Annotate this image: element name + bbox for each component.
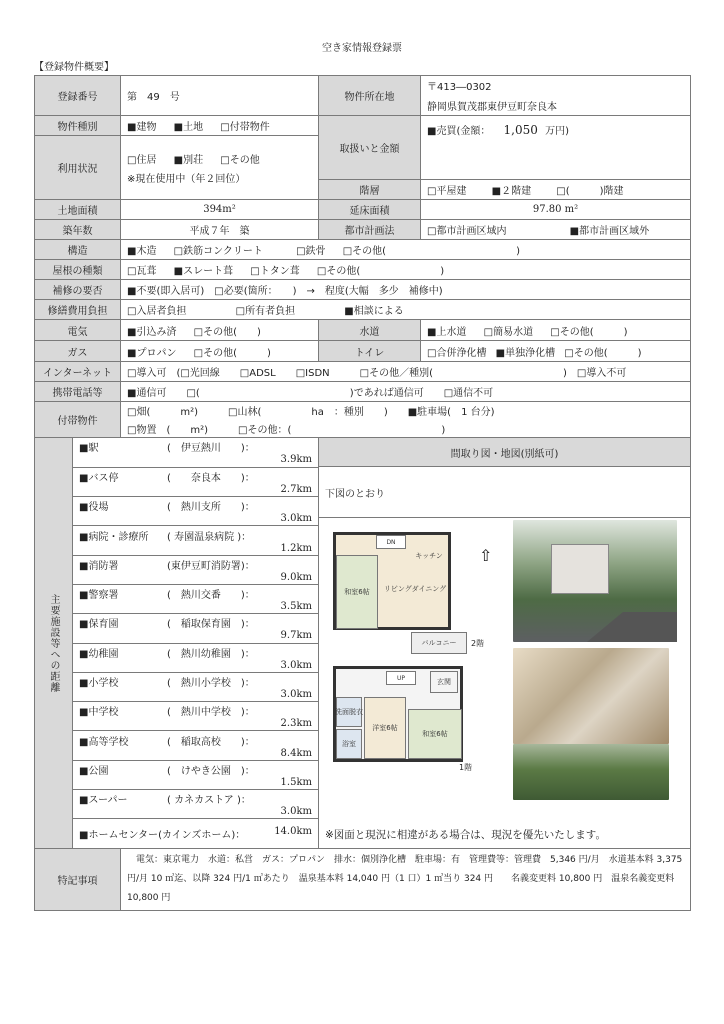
usage-value bbox=[121, 136, 319, 200]
floor2-japanese-room: 和室6帖 bbox=[336, 555, 378, 629]
option-simple-water: □簡易水道 bbox=[483, 326, 534, 338]
roof-value bbox=[121, 260, 691, 280]
facility-row bbox=[73, 555, 318, 584]
facility-distance: 9.0km bbox=[280, 571, 312, 583]
facility-place: ( 伊豆熱川 )： bbox=[167, 443, 255, 455]
attached-line-1: □畑( m²) □山林( ha ：種別 ) ■駐車場( 1 台分) bbox=[127, 407, 495, 418]
floorplan-area bbox=[319, 518, 690, 846]
facility-distance: 3.0km bbox=[280, 689, 312, 701]
attached-label: 付帯物件 bbox=[35, 402, 121, 438]
facility-name: ■バス停 bbox=[79, 472, 119, 484]
facility-name: ■警察署 bbox=[79, 590, 119, 602]
facility-distance: 2.7km bbox=[280, 483, 312, 495]
floor-area-value: 97.80 m² bbox=[421, 200, 691, 220]
option-gas-other: □その他( ) bbox=[193, 347, 271, 359]
option-single-story: □平屋建 bbox=[427, 186, 467, 197]
facilities-label: 主要施設等への距離 bbox=[48, 593, 59, 693]
facility-distance: 3.0km bbox=[280, 659, 312, 671]
facility-row bbox=[73, 702, 318, 731]
option-water-other: □その他( ) bbox=[550, 326, 628, 338]
option-toilet-other: □その他( ) bbox=[564, 347, 642, 359]
special-notes-label: 特記事項 bbox=[35, 849, 121, 911]
toilet-value bbox=[421, 341, 691, 362]
special-notes-text: 電気：東京電力 水道：私営 ガス：プロパン 排水：個別浄化槽 駐車場：有 管理費等：管理費 5,346 円/月 水道基本料 3,375 円/月 10 ㎥迄、以降 324 円/1 ㎥あたり 温泉基本料 14,040 円（1 口）1 ㎥当り 324 円 名義変更料 10,800 円 温泉名義変更料 10,800 円 bbox=[121, 849, 691, 911]
land-area-value: 394m² bbox=[121, 200, 319, 220]
transaction-label: 取扱いと金額 bbox=[319, 116, 421, 180]
option-villa: ■別荘 bbox=[173, 154, 204, 166]
city-planning-value bbox=[421, 220, 691, 240]
facility-place: (東伊豆町消防署)： bbox=[167, 560, 255, 572]
facility-name: ■スーパー bbox=[79, 795, 128, 807]
attached-line-2: □物置 ( m²) □その他：( ) bbox=[127, 425, 446, 436]
option-owner-pays: □所有者負担 bbox=[235, 306, 296, 317]
facility-row bbox=[73, 497, 318, 526]
floor2-label: 2階 bbox=[471, 639, 485, 648]
facilities-list bbox=[73, 438, 318, 848]
floorplan-block bbox=[319, 438, 691, 849]
option-roof-other: □その他( ) bbox=[316, 266, 445, 277]
facility-row bbox=[73, 526, 318, 555]
property-type-label: 物件種別 bbox=[35, 116, 121, 136]
facility-place: ( カネカストア )： bbox=[167, 795, 251, 807]
facility-row bbox=[73, 643, 318, 672]
built-year-value: 平成７年 築 bbox=[121, 220, 319, 240]
facility-row bbox=[73, 790, 318, 819]
option-water-supply: ■上水道 bbox=[427, 326, 467, 338]
structure-value bbox=[121, 240, 691, 260]
floor2-kitchen: キッチン bbox=[415, 552, 443, 560]
gas-label: ガス bbox=[35, 341, 121, 362]
floor2-living: リビングダイニング bbox=[383, 585, 447, 593]
facility-name: ■高等学校 bbox=[79, 736, 129, 748]
option-tenant-pays: □入居者負担 bbox=[127, 306, 187, 317]
facility-distance: 3.5km bbox=[280, 601, 312, 613]
roof-label: 屋根の種類 bbox=[35, 260, 121, 280]
facility-name: ■駅 bbox=[79, 443, 99, 455]
facility-place: ( 寿園温泉病院 )： bbox=[167, 531, 252, 543]
usage-label: 利用状況 bbox=[35, 136, 121, 200]
facility-name: ■ホームセンター bbox=[79, 830, 159, 842]
land-area-label: 土地面積 bbox=[35, 200, 121, 220]
floors-label: 階層 bbox=[319, 180, 421, 200]
facility-distance: 8.4km bbox=[280, 747, 312, 759]
internet-label: インターネット bbox=[35, 362, 121, 382]
sale-amount: 1,050 bbox=[503, 123, 538, 137]
mobile-value: ■通信可 □( )であれば通信可 □通信不可 bbox=[121, 382, 691, 402]
option-building: ■建物 bbox=[127, 122, 157, 133]
facility-row bbox=[73, 438, 318, 467]
option-electric-other: □その他( ) bbox=[193, 326, 261, 338]
facility-distance: 3.0km bbox=[280, 513, 312, 525]
facility-place: ( 熱川中学校 )： bbox=[167, 707, 255, 719]
registration-value: 第 49 号 bbox=[121, 76, 319, 116]
location-value bbox=[421, 76, 691, 116]
facility-name: ■保育園 bbox=[79, 619, 119, 631]
usage-note: ※現在使用中（年２回位） bbox=[127, 173, 246, 185]
facility-place: (カインズホーム)： bbox=[158, 830, 246, 842]
mobile-label: 携帯電話等 bbox=[35, 382, 121, 402]
facility-distance: 14.0km bbox=[274, 826, 312, 838]
facility-place: ( けやき公園 )： bbox=[167, 765, 255, 777]
option-tile: □瓦葺 bbox=[127, 266, 157, 277]
option-structure-other: □その他( ) bbox=[342, 246, 520, 257]
sale-unit: 万円) bbox=[545, 126, 569, 137]
facilities-table bbox=[73, 438, 318, 848]
option-wood: ■木造 bbox=[127, 246, 157, 257]
floor1-western-room: 洋室6帖 bbox=[364, 697, 406, 759]
facility-place: ( 熱川幼稚園 )： bbox=[167, 648, 255, 660]
registration-label: 登録番号 bbox=[35, 76, 121, 116]
option-attached: □付帯物件 bbox=[220, 122, 270, 133]
floorplan-note: ※図面と現況に相違がある場合は、現況を優先いたします。 bbox=[325, 829, 606, 841]
option-outside-area: ■都市計画区域外 bbox=[569, 226, 650, 237]
facilities-label-cell bbox=[35, 438, 73, 848]
interior-photo bbox=[513, 648, 669, 744]
facility-row bbox=[73, 672, 318, 701]
facilities-block bbox=[35, 438, 319, 849]
floor1-stairs: UP bbox=[386, 671, 416, 685]
option-propane: ■プロパン bbox=[127, 347, 177, 359]
water-value bbox=[421, 320, 691, 341]
option-other: □その他 bbox=[220, 154, 260, 166]
floor2-plan bbox=[333, 532, 451, 630]
facility-row bbox=[73, 731, 318, 760]
facility-name: ■役場 bbox=[79, 502, 109, 514]
facility-place: ( 熱川交番 )： bbox=[167, 590, 255, 602]
view-photo bbox=[513, 744, 669, 800]
electricity-value bbox=[121, 320, 319, 341]
road-shape bbox=[587, 612, 677, 642]
floor1-label: 1階 bbox=[459, 763, 473, 772]
facility-row bbox=[73, 584, 318, 613]
document-title: 空き家情報登録票 bbox=[322, 43, 402, 54]
toilet-label: トイレ bbox=[319, 341, 421, 362]
option-inside-area: □都市計画区域内 bbox=[427, 226, 507, 237]
floor-area-label: 延床面積 bbox=[319, 200, 421, 220]
facility-distance: 3.0km bbox=[280, 806, 312, 818]
electricity-label: 電気 bbox=[35, 320, 121, 341]
option-two-story: ■２階建 bbox=[491, 186, 532, 197]
facility-place: ( 奈良本 )： bbox=[167, 472, 255, 484]
facility-name: ■公園 bbox=[79, 765, 109, 777]
facility-name: ■中学校 bbox=[79, 707, 119, 719]
facility-distance: 1.5km bbox=[280, 776, 312, 788]
floors-value bbox=[421, 180, 691, 200]
transaction-value bbox=[421, 116, 691, 180]
option-residence: □住居 bbox=[127, 154, 157, 166]
facility-name: ■消防署 bbox=[79, 560, 119, 572]
internet-value: □導入可 (□光回線 □ADSL □ISDN □その他／種別( ) □導入不可 bbox=[121, 362, 691, 382]
facility-distance: 9.7km bbox=[280, 630, 312, 642]
option-negotiable: ■相談による bbox=[344, 306, 404, 317]
repair-value: ■不要(即入居可) □必要(箇所： ) → 程度(大幅 多少 補修中) bbox=[121, 280, 691, 300]
facility-row bbox=[73, 467, 318, 496]
repair-cost-label: 修繕費用負担 bbox=[35, 300, 121, 320]
repair-cost-value bbox=[121, 300, 691, 320]
facility-row bbox=[73, 819, 318, 848]
property-sheet bbox=[34, 75, 691, 911]
address: 静岡県賀茂郡東伊豆町奈良本 bbox=[427, 102, 557, 113]
repair-label: 補修の要否 bbox=[35, 280, 121, 300]
floor2-balcony: バルコニー bbox=[411, 632, 467, 654]
location-label: 物件所在地 bbox=[319, 76, 421, 116]
floor1-japanese-room: 和室6帖 bbox=[408, 709, 462, 759]
facility-place: ( 熱川支所 )： bbox=[167, 502, 255, 514]
section-heading: 【登録物件概要】 bbox=[34, 62, 114, 73]
option-slate: ■スレート葺 bbox=[173, 266, 234, 277]
option-tin: □トタン葺 bbox=[250, 266, 300, 277]
postal-code: 〒413―0302 bbox=[427, 82, 492, 93]
facility-row bbox=[73, 614, 318, 643]
built-year-label: 築年数 bbox=[35, 220, 121, 240]
floor1-bath: 浴室 bbox=[336, 729, 362, 759]
sale-option: ■売買(金額： bbox=[427, 126, 491, 137]
facility-name: ■幼稚園 bbox=[79, 648, 119, 660]
facility-place: ( 熱川小学校 )： bbox=[167, 678, 255, 690]
property-type-options bbox=[121, 116, 319, 136]
exterior-photo bbox=[513, 520, 677, 642]
option-connected: ■引込み済 bbox=[127, 326, 177, 338]
option-rc: □鉄筋コンクリート bbox=[173, 246, 263, 257]
gas-value bbox=[121, 341, 319, 362]
option-steel: □鉄骨 bbox=[296, 246, 326, 257]
facility-distance: 1.2km bbox=[280, 542, 312, 554]
house-shape bbox=[551, 544, 609, 594]
facility-row bbox=[73, 760, 318, 789]
facility-place: ( 稲取保育園 )： bbox=[167, 619, 255, 631]
water-label: 水道 bbox=[319, 320, 421, 341]
floorplan-subtext: 下図のとおり bbox=[319, 467, 690, 518]
option-n-story: □( )階建 bbox=[556, 186, 624, 197]
north-arrow-icon: ⇧ bbox=[479, 546, 493, 565]
option-land: ■土地 bbox=[173, 122, 204, 133]
option-single-septic: ■単独浄化槽 bbox=[495, 347, 556, 359]
facility-place: ( 稲取高校 )： bbox=[167, 736, 255, 748]
floor1-plan bbox=[333, 666, 463, 762]
floor1-washroom: 洗面脱衣 bbox=[336, 697, 362, 727]
attached-value bbox=[121, 402, 691, 438]
facility-name: ■小学校 bbox=[79, 678, 119, 690]
facility-distance: 2.3km bbox=[280, 718, 312, 730]
floor1-entrance: 玄関 bbox=[430, 671, 458, 693]
facility-name: ■病院・診療所 bbox=[79, 531, 149, 543]
facility-distance: 3.9km bbox=[280, 454, 312, 466]
structure-label: 構造 bbox=[35, 240, 121, 260]
floorplan-header: 間取り図・地図(別紙可) bbox=[319, 438, 690, 467]
option-combined-septic: □合併浄化槽 bbox=[427, 347, 487, 359]
city-planning-label: 都市計画法 bbox=[319, 220, 421, 240]
floor2-stairs: DN bbox=[376, 535, 406, 549]
